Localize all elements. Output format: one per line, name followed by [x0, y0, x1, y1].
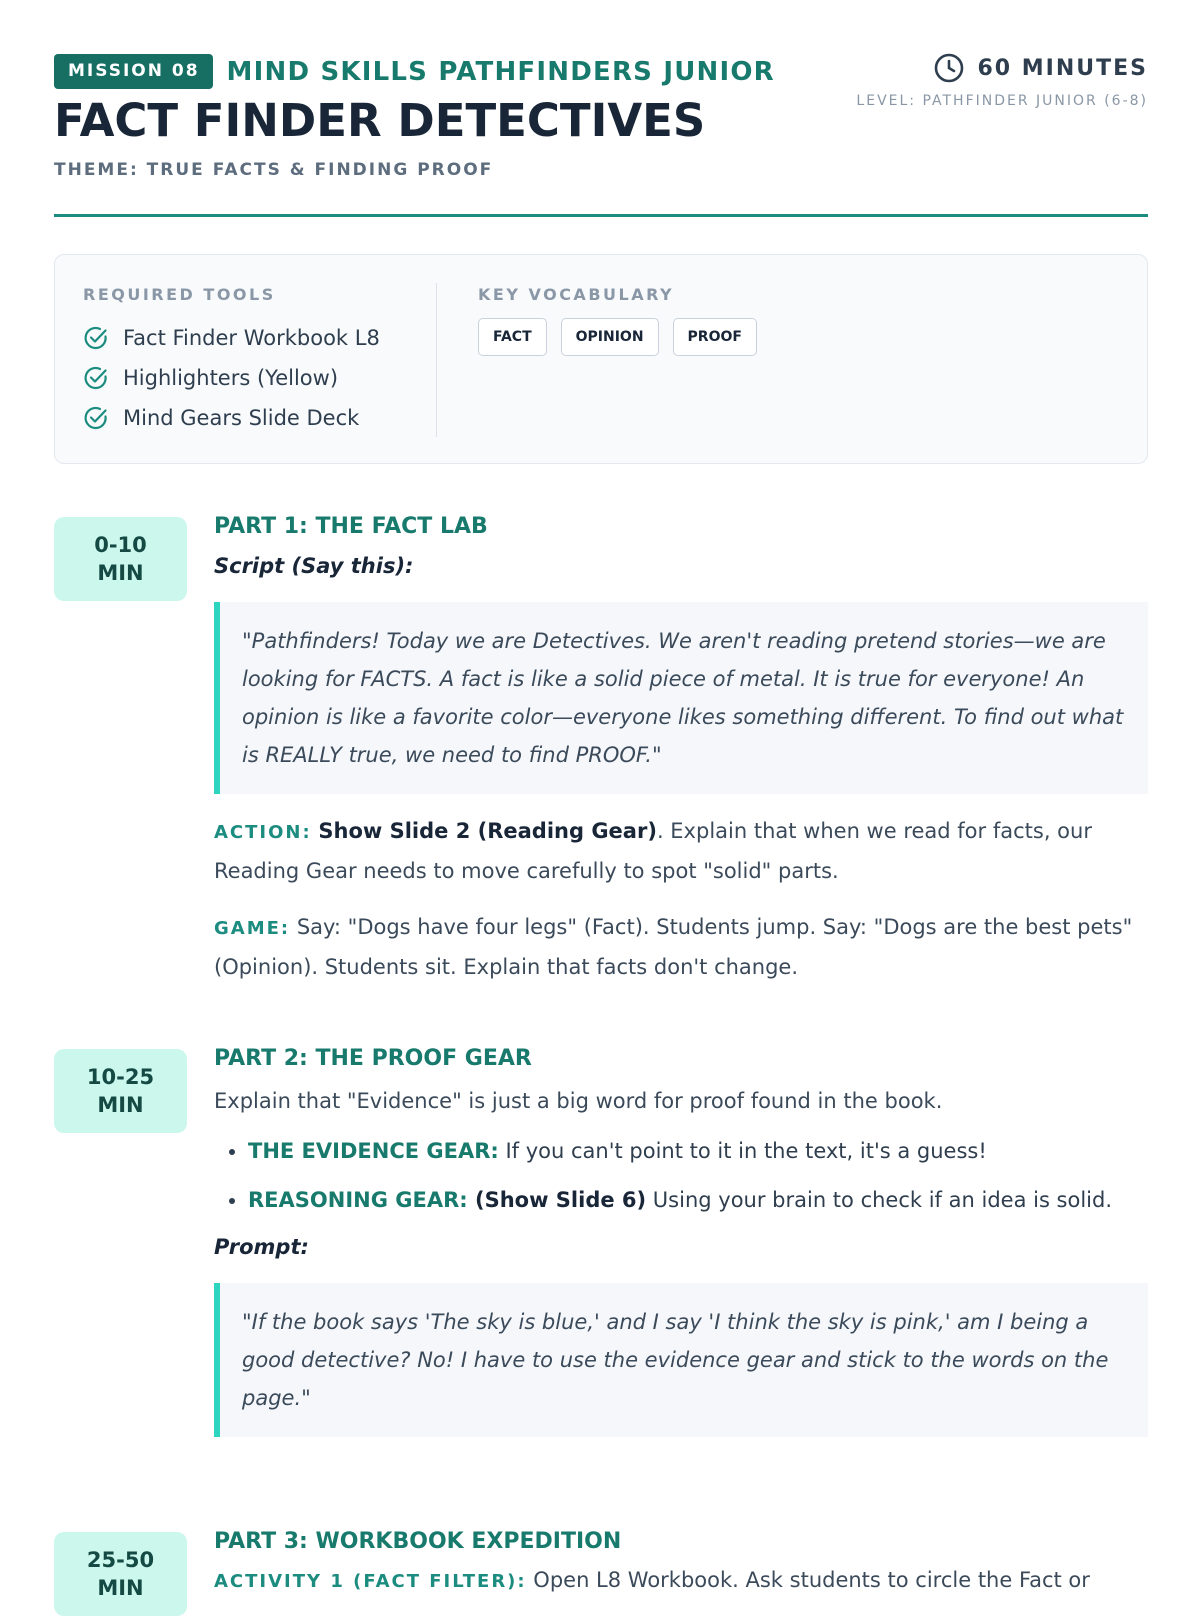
section-title: PART 2: THE PROOF GEAR [214, 1046, 532, 1071]
bullet-text: If you can't point to it in the text, it's a guess! [498, 1139, 987, 1164]
vocab-chip: OPINION [561, 318, 659, 356]
duration-label: 60 MINUTES [977, 55, 1148, 81]
section-intro: Explain that "Evidence" is just a big word for proof found in the book. [214, 1089, 943, 1114]
duration [933, 52, 1148, 84]
script-label: Script (Say this): [214, 554, 414, 579]
series-name: MIND SKILLS PATHFINDERS JUNIOR [226, 56, 775, 87]
vocab-chip: PROOF [673, 318, 757, 356]
required-tools-heading: REQUIRED TOOLS [83, 285, 276, 304]
action-strong: Show Slide 2 (Reading Gear) [318, 819, 657, 844]
time-badge [54, 517, 187, 601]
list-item [248, 1185, 1148, 1215]
activity-tag: ACTIVITY 1 (FACT FILTER): [214, 1571, 527, 1593]
check-circle-icon [83, 325, 109, 351]
section-content [214, 1529, 1148, 1601]
panel-divider [436, 283, 437, 437]
vocab-chip: FACT [478, 318, 547, 356]
prompt-quote: "If the book says 'The sky is blue,' and I say 'I think the sky is pink,' am I being a good detective? No! I have to use the evidence gear and stick to the words on the page." [214, 1283, 1148, 1437]
time-range: 10-25 [86, 1064, 155, 1089]
section-title: PART 1: THE FACT LAB [214, 514, 488, 539]
time-range: 0-10 [94, 532, 147, 557]
script-quote: "Pathfinders! Today we are Detectives. We aren't reading pretend stories—we are looking for FACTS. A fact is like a solid piece of metal. It is true for everyone! An opinion is like a favorite color—everyone likes something different. To find out what is REALLY true, we need to find PROOF." [214, 602, 1148, 794]
gear-list [214, 1136, 1148, 1215]
time-range: 25-50 [86, 1547, 155, 1572]
key-vocabulary-heading: KEY VOCABULARY [478, 285, 675, 304]
activity-note [214, 1561, 1148, 1601]
level-label: LEVEL: PATHFINDER JUNIOR (6-8) [856, 93, 1148, 109]
time-unit: MIN [97, 1093, 144, 1117]
clock-icon [933, 52, 965, 84]
tool-label: Fact Finder Workbook L8 [123, 326, 380, 350]
time-unit: MIN [97, 1576, 144, 1600]
bullet-strong: (Show Slide 6) [467, 1188, 647, 1213]
lesson-page [54, 0, 1148, 1600]
page-title: FACT FINDER DETECTIVES [54, 94, 706, 147]
time-unit: MIN [97, 561, 144, 585]
check-circle-icon [83, 405, 109, 431]
tool-item [83, 358, 380, 398]
action-tag: ACTION: [214, 822, 312, 844]
mission-row [54, 54, 775, 89]
check-circle-icon [83, 365, 109, 391]
tool-label: Highlighters (Yellow) [123, 366, 339, 390]
list-item [248, 1136, 1148, 1166]
bullet-key: THE EVIDENCE GEAR: [248, 1139, 499, 1164]
game-note [214, 908, 1148, 986]
tool-label: Mind Gears Slide Deck [123, 406, 360, 430]
theme-label: THEME: TRUE FACTS & FINDING PROOF [54, 160, 494, 180]
action-text: . Explain that when we read for facts, our Reading Gear needs to move carefully to spot "solid" parts. [214, 819, 1092, 884]
action-note [214, 812, 1148, 890]
section-title: PART 3: WORKBOOK EXPEDITION [214, 1529, 622, 1554]
section-content [214, 514, 1148, 986]
lesson-header [54, 0, 1148, 217]
game-tag: GAME: [214, 918, 291, 940]
game-text: Say: "Dogs have four legs" (Fact). Students jump. Say: "Dogs are the best pets" (Opinion). Students sit. Explain that facts don't change. [214, 915, 1133, 980]
bullet-text: Using your brain to check if an idea is solid. [646, 1188, 1113, 1213]
time-badge [54, 1049, 187, 1133]
tool-item [83, 318, 380, 358]
section-content [214, 1046, 1148, 1437]
vocab-list [478, 318, 757, 356]
activity-text: Open L8 Workbook. Ask students to circle the Fact or [526, 1568, 1090, 1593]
key-vocabulary [478, 285, 757, 356]
prompt-label: Prompt: [214, 1235, 309, 1260]
bullet-key: REASONING GEAR: [248, 1188, 468, 1213]
mission-badge: MISSION 08 [54, 54, 213, 89]
time-badge [54, 1532, 187, 1616]
required-tools [83, 285, 380, 438]
prep-panel [54, 254, 1148, 464]
tool-item [83, 398, 380, 438]
